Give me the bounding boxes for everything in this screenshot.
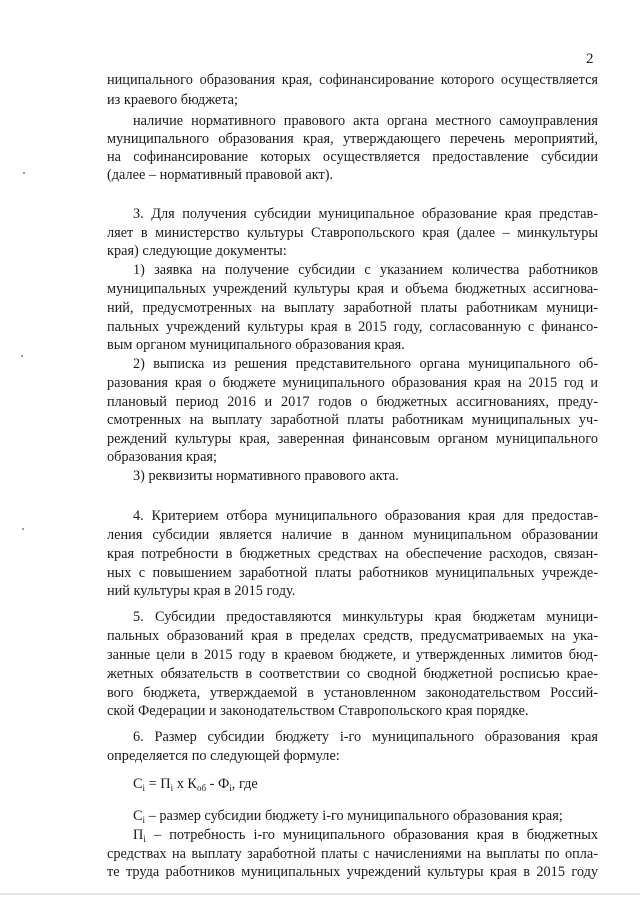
definition-p: $П_i$ – потребность i-го муниципального образования края в бюджетных <box>133 827 598 844</box>
text-line: ных с повышением заработной платы работников муниципальных учрежде- <box>107 565 598 581</box>
formula: $C_i = П_i$ х $К_{об} - Ф_i$, где <box>133 776 258 793</box>
text-line: ниципального образования края, софинансирование которого осуществляется <box>107 72 598 88</box>
text-line: 4. Критерием отбора муниципального образования края для предостав- <box>133 508 598 524</box>
scan-speck <box>21 355 23 357</box>
text-line: (далее – нормативный правовой акт). <box>107 167 334 183</box>
text-line: вым органом муниципального образования края. <box>107 337 405 353</box>
scan-edge-artifact <box>0 893 640 895</box>
text-line: края) следующие документы: <box>107 243 287 259</box>
text-line: 3) реквизиты нормативного правового акта. <box>133 468 399 484</box>
text-line: ской Федерации и законодательством Ставропольского края порядке. <box>107 703 529 719</box>
text-line: ления субсидии является наличие в данном муниципальном образовании <box>107 527 598 543</box>
text-line: 6. Размер субсидии бюджету i-го муниципального образования края <box>133 729 598 745</box>
text-line: ляет в министерство культуры Ставропольского края (далее – минкультуры <box>107 225 598 241</box>
text-line: ний культуры края в 2015 году. <box>107 583 296 599</box>
text-line: вого бюджета, утверждаемой в установленном законодательством Россий- <box>107 685 598 701</box>
text-line: 1) заявка на получение субсидии с указанием количества работников <box>133 262 598 278</box>
text-line: те труда работников муниципальных учреждений культуры края в 2015 году <box>107 864 598 880</box>
text-line: образования края; <box>107 449 217 465</box>
text-line: средствах на выплату заработной платы с начислениями на выплаты по опла- <box>107 846 598 862</box>
text-line: реждений культуры края, заверенная финансовым органом муниципального <box>107 431 598 447</box>
scan-speck <box>22 528 24 530</box>
text-line: ний, предусмотренных на выплату заработной платы работникам муници- <box>107 300 598 316</box>
text-line: разования края о бюджете муниципального образования края на 2015 год и <box>107 375 598 391</box>
text-line: пальных образований края в пределах средств, предусматриваемых на ука- <box>107 628 598 644</box>
text-line: 3. Для получения субсидии муниципальное образование края представ- <box>133 206 598 222</box>
text-line: определяется по следующей формуле: <box>107 748 340 764</box>
page-number: 2 <box>586 51 594 67</box>
text-line: жетных обязательств в соответствии со сводной бюджетной росписью крае- <box>107 666 598 682</box>
text-line: муниципального образования края, утверждающего перечень мероприятий, <box>107 131 598 147</box>
text-line: на софинансирование которых осуществляется предоставление субсидии <box>107 149 598 165</box>
text-line: муниципальных учреждений культуры края и объема бюджетных ассигнова- <box>107 281 598 297</box>
scan-speck <box>23 172 25 174</box>
text-line: занные цели в 2015 году в краевом бюджете, и утвержденных лимитов бюд- <box>107 647 598 663</box>
text-line: смотренных на выплату заработной платы работникам муниципальных уч- <box>107 412 598 428</box>
text-line: наличие нормативного правового акта органа местного самоуправления <box>133 113 598 129</box>
text-line: края потребности в бюджетных средствах на обеспечение расходов, связан- <box>107 546 598 562</box>
text-line: плановый период 2016 и 2017 годов о бюджетных ассигнованиях, преду- <box>107 394 598 410</box>
definition-c: $C_i$ – размер субсидии бюджету i-го муниципального образования края; <box>133 808 563 825</box>
text-line: 5. Субсидии предоставляются минкультуры края бюджетам муници- <box>133 609 598 625</box>
text-line: из краевого бюджета; <box>107 92 238 108</box>
text-line: пальных учреждений культуры края в 2015 году, согласованную с финансо- <box>107 319 598 335</box>
text-line: 2) выписка из решения представительного органа муниципального об- <box>133 356 598 372</box>
